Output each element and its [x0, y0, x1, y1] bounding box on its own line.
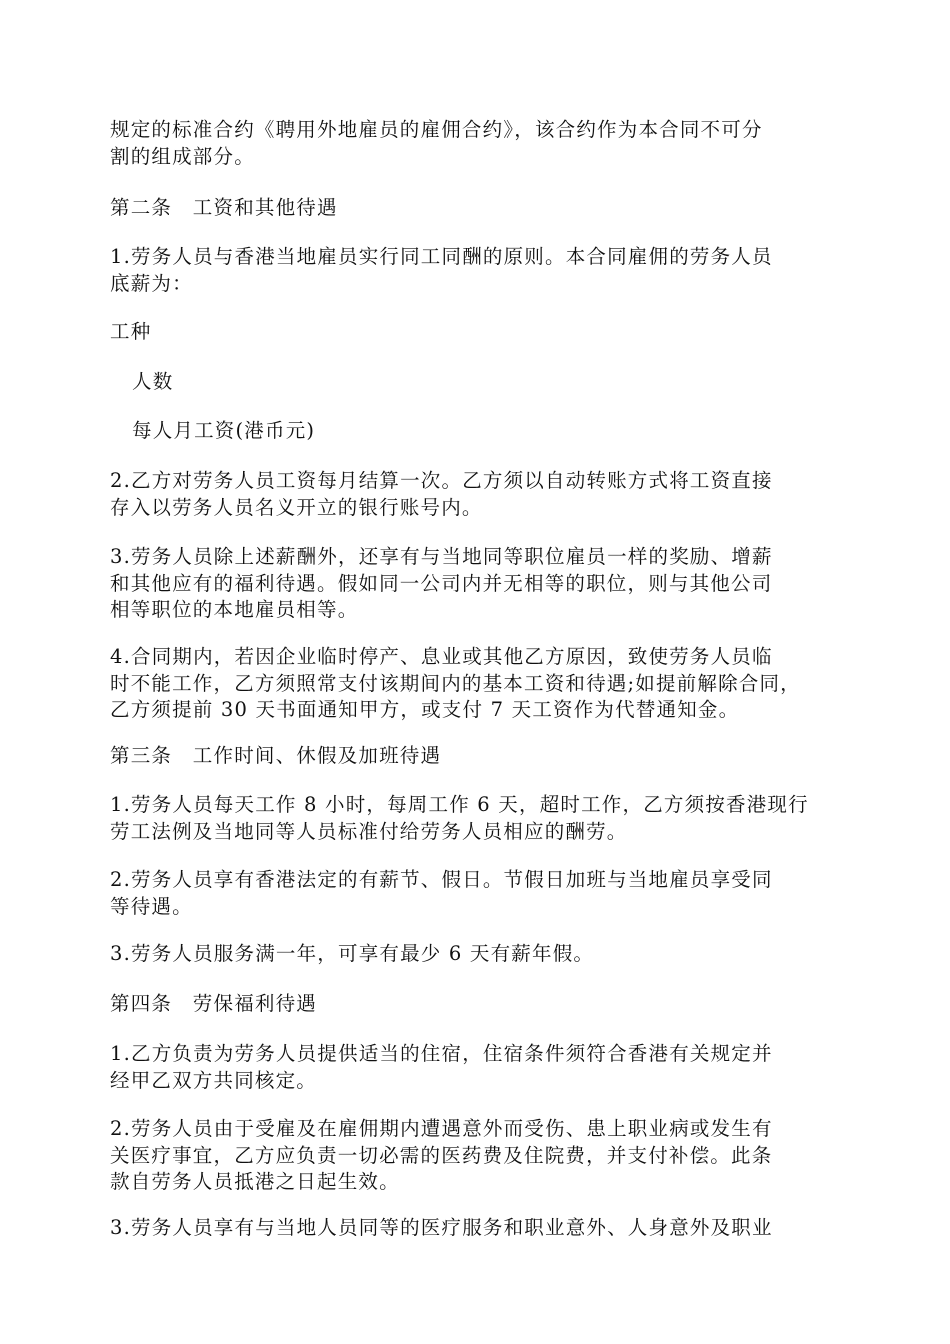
text-line: 2.乙方对劳务人员工资每月结算一次。乙方须以自动转账方式将工资直接: [110, 469, 773, 492]
text-line: 经甲乙双方共同核定。: [110, 1068, 318, 1092]
table-header-job-type: [110, 319, 840, 346]
article-4-clause-2: [110, 1116, 840, 1196]
text-line: 劳工法例及当地同等人员标准付给劳务人员相应的酬劳。: [110, 819, 628, 843]
text-line: 款自劳务人员抵港之日起生效。: [110, 1170, 400, 1193]
table-header-headcount: [132, 369, 862, 396]
text-line: 4.合同期内，若因企业临时停产、息业或其他乙方原因，致使劳务人员临: [110, 645, 773, 668]
article-4-clause-1: [110, 1041, 840, 1094]
text-line: 2.劳务人员享有香港法定的有薪节、假日。节假日加班与当地雇员享受同: [110, 868, 773, 891]
text-line: 时不能工作，乙方须照常支付该期间内的基本工资和待遇;如提前解除合同，: [110, 671, 801, 695]
text-line: 相等职位的本地雇员相等。: [110, 598, 359, 621]
text-line: 3.劳务人员享有与当地人员同等的医疗服务和职业意外、人身意外及职业: [110, 1216, 773, 1239]
text-line: 2.劳务人员由于受雇及在雇佣期内遭遇意外而受伤、患上职业病或发生有: [110, 1117, 773, 1140]
text-line: 每人月工资(港币元): [132, 419, 316, 442]
heading-text: 第二条 工资和其他待遇: [110, 196, 338, 219]
article-4-clause-3: [110, 1215, 840, 1242]
text-line: 人数: [132, 370, 174, 393]
text-line: 1.劳务人员与香港当地雇员实行同工同酬的原则。本合同雇佣的劳务人员: [110, 245, 773, 268]
article-3-clause-1: [110, 792, 840, 845]
text-line: 1.劳务人员每天工作 8 小时，每周工作 6 天，超时工作，乙方须按香港现行: [110, 793, 809, 816]
text-line: 乙方须提前 30 天书面通知甲方，或支付 7 天工资作为代替通知金。: [110, 698, 740, 721]
article-3-heading: [110, 743, 840, 770]
text-line: 关医疗事宜，乙方应负责一切必需的医药费及住院费，并支付补偿。此条: [110, 1143, 773, 1167]
article-2-clause-3: [110, 544, 840, 624]
table-header-monthly-wage: [132, 418, 862, 445]
heading-text: 第四条 劳保福利待遇: [110, 992, 318, 1015]
paragraph-contract-reference: [110, 117, 840, 170]
article-4-heading: [110, 991, 840, 1018]
text-line: 工种: [110, 320, 152, 343]
text-line: 3.劳务人员服务满一年，可享有最少 6 天有薪年假。: [110, 942, 595, 965]
text-line: 存入以劳务人员名义开立的银行账号内。: [110, 495, 483, 519]
heading-text: 第三条 工作时间、休假及加班待遇: [110, 744, 442, 767]
text-line: 1.乙方负责为劳务人员提供适当的住宿，住宿条件须符合香港有关规定并: [110, 1042, 773, 1065]
text-line: 3.劳务人员除上述薪酬外，还享有与当地同等职位雇员一样的奖励、增薪: [110, 545, 773, 568]
text-line: 割的组成部分。: [110, 144, 255, 168]
article-3-clause-3: [110, 941, 840, 968]
article-2-clause-4: [110, 644, 840, 724]
text-line: 和其他应有的福利待遇。假如同一公司内并无相等的职位，则与其他公司: [110, 571, 773, 595]
text-line: 等待遇。: [110, 894, 193, 918]
article-3-clause-2: [110, 867, 840, 920]
text-line: 底薪为：: [110, 271, 193, 295]
article-2-clause-1: [110, 244, 840, 297]
text-line: 规定的标准合约《聘用外地雇员的雇佣合约》，该合约作为本合同不可分: [110, 118, 763, 141]
article-2-heading: [110, 195, 840, 222]
article-2-clause-2: [110, 468, 840, 521]
